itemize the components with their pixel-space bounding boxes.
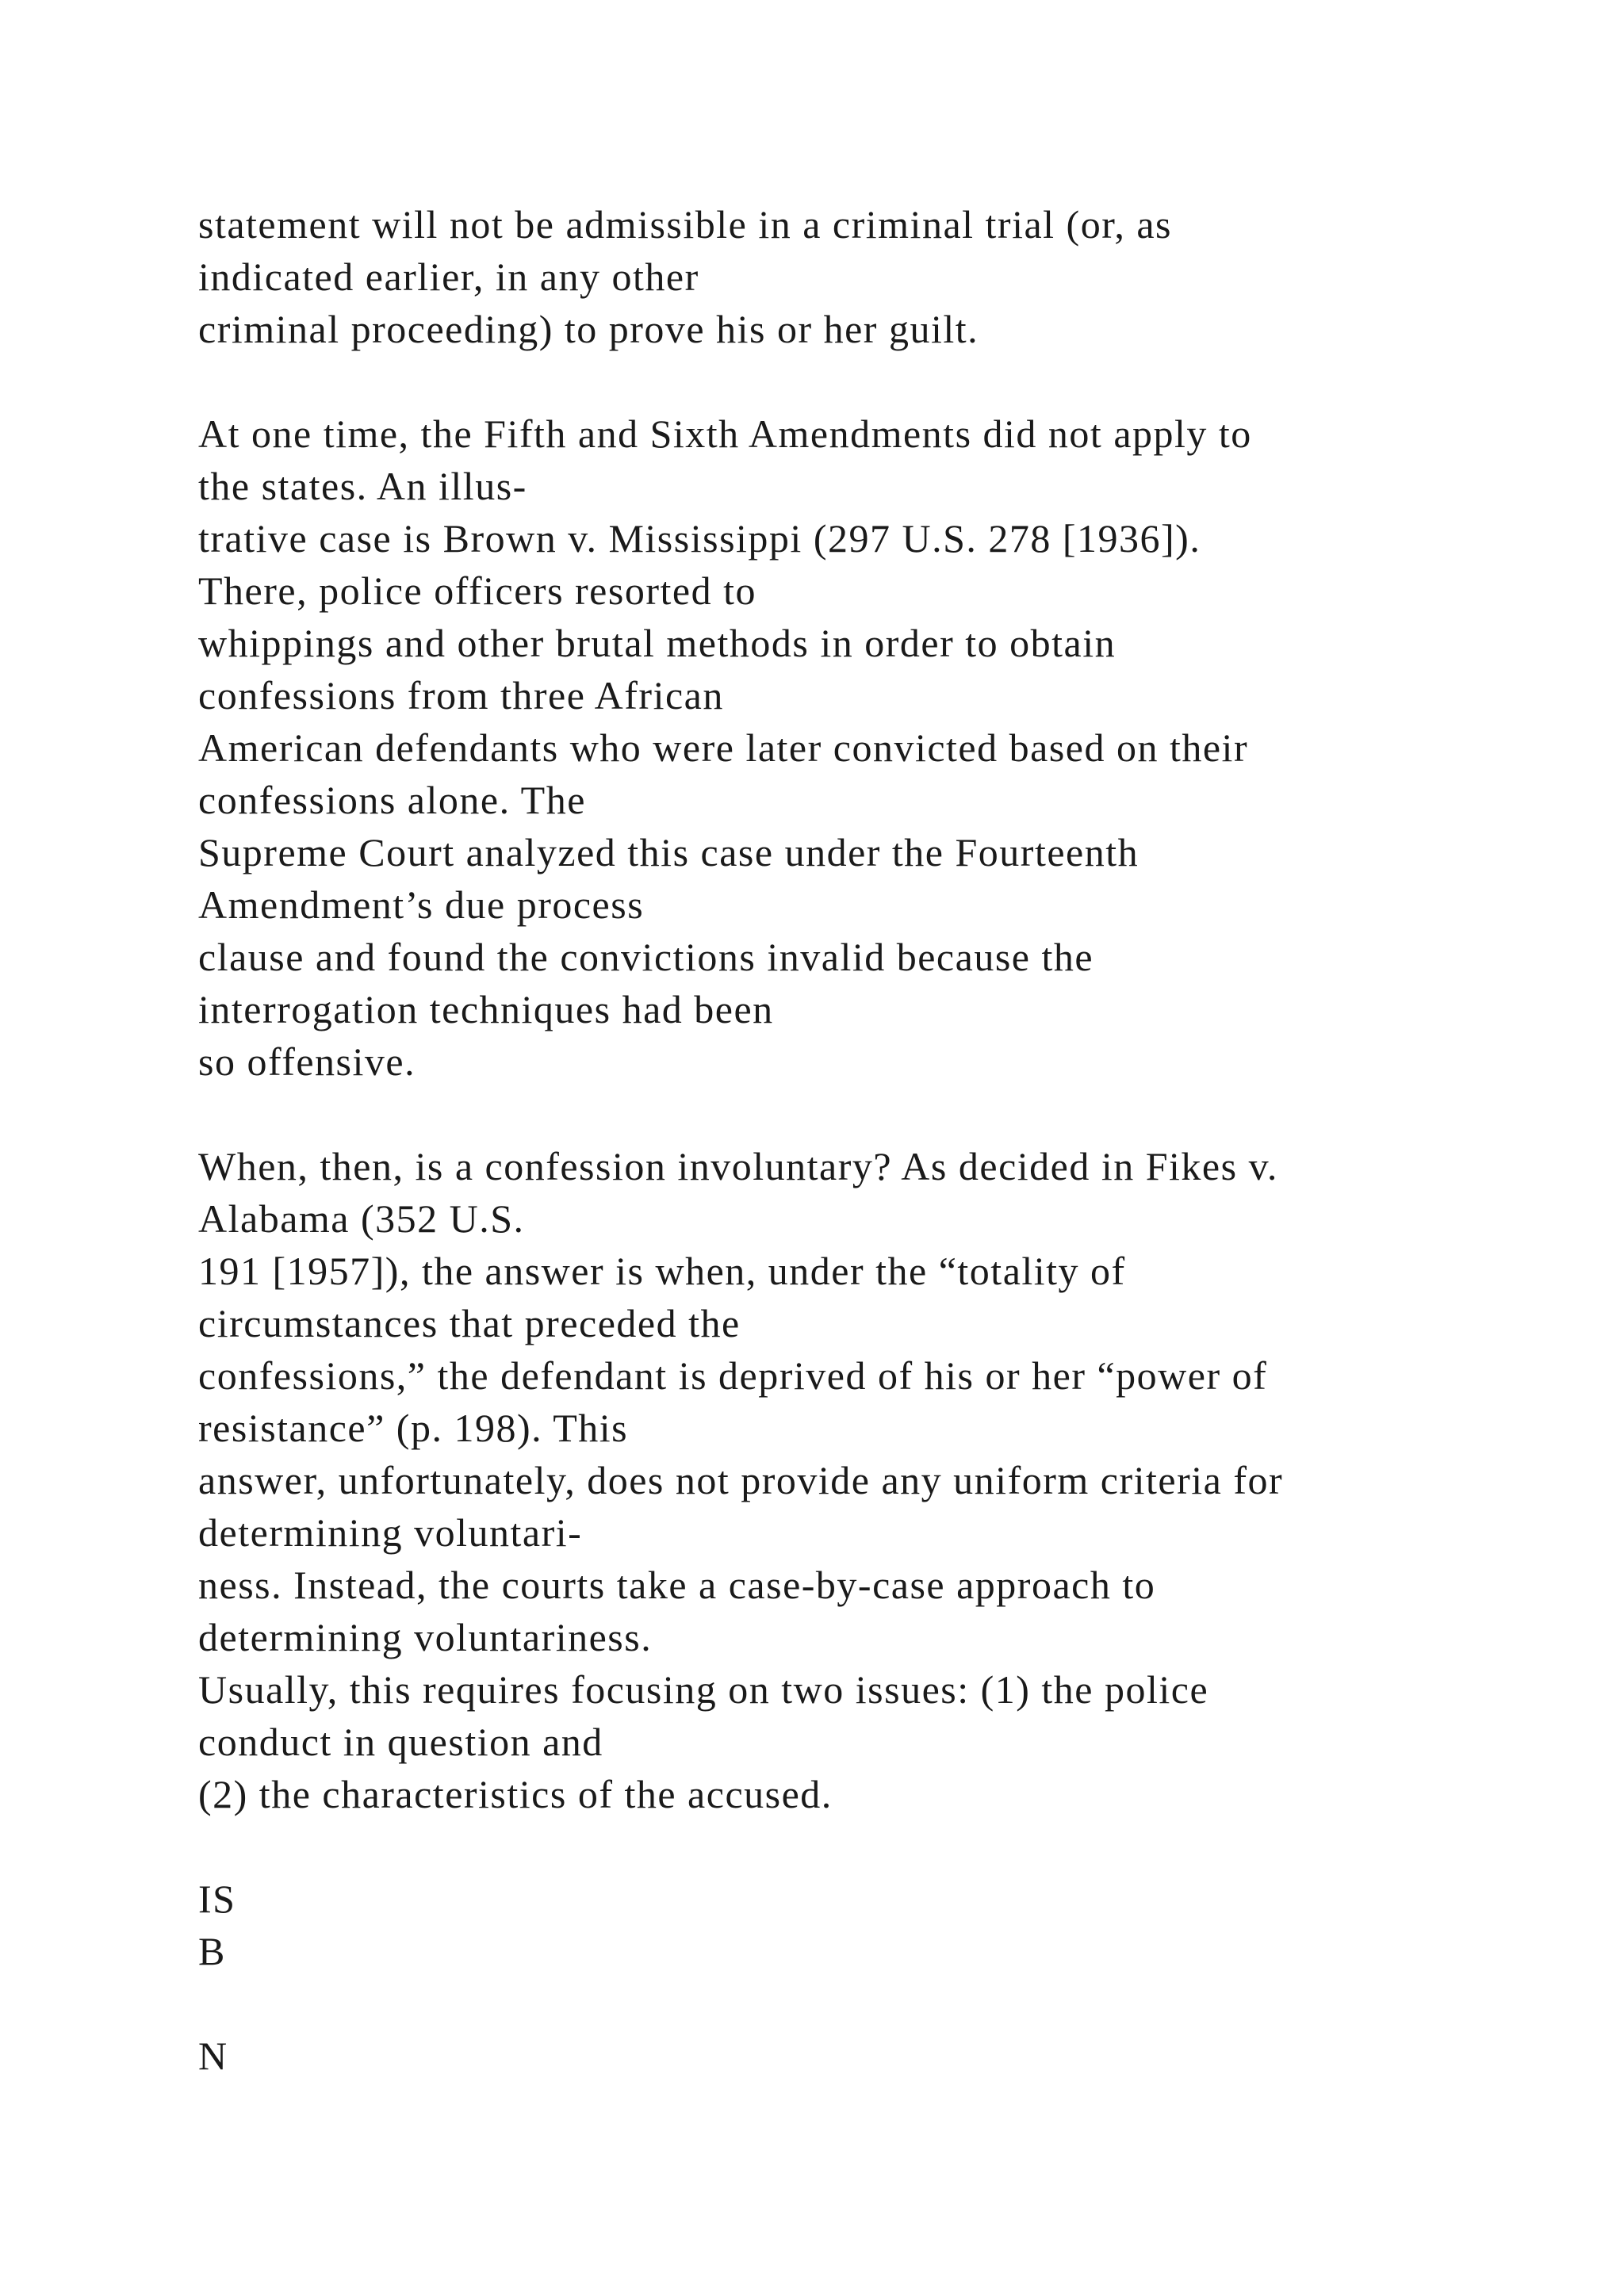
text-line: When, then, is a confession involuntary? As decided in Fikes v.: [198, 1144, 1278, 1188]
text-line: so offensive.: [198, 1039, 416, 1084]
text-line: determining voluntari-: [198, 1510, 583, 1555]
paragraph-1: [198, 198, 1515, 355]
text-line: interrogation techniques had been: [198, 987, 774, 1031]
text-line: confessions alone. The: [198, 778, 586, 822]
text-line: the states. An illus-: [198, 464, 527, 508]
text-line: 191 [1957]), the answer is when, under the “totality of: [198, 1249, 1126, 1293]
text-line: Usually, this requires focusing on two issues: (1) the police: [198, 1667, 1209, 1712]
body-text: [198, 198, 1515, 2082]
text-line: There, police officers resorted to: [198, 568, 756, 613]
paragraph-5: [198, 2030, 1515, 2082]
paragraph-3: [198, 1140, 1515, 1820]
paragraph-gap: [198, 355, 1515, 408]
text-line: statement will not be admissible in a criminal trial (or, as: [198, 202, 1172, 247]
paragraph-gap: [198, 1977, 1515, 2030]
text-line: whippings and other brutal methods in order to obtain: [198, 621, 1116, 665]
text-line: answer, unfortunately, does not provide any uniform criteria for: [198, 1458, 1284, 1502]
text-line: IS: [198, 1877, 236, 1921]
text-line: trative case is Brown v. Mississippi (297 U.S. 278 [1936]).: [198, 516, 1201, 561]
text-line: circumstances that preceded the: [198, 1301, 741, 1345]
text-line: B: [198, 1929, 226, 1973]
text-line: (2) the characteristics of the accused.: [198, 1772, 833, 1816]
text-line: criminal proceeding) to prove his or her guilt.: [198, 307, 979, 351]
paragraph-4: [198, 1873, 1515, 1977]
text-line: American defendants who were later convicted based on their: [198, 725, 1249, 770]
text-line: Alabama (352 U.S.: [198, 1196, 525, 1241]
text-line: ness. Instead, the courts take a case-by-case approach to: [198, 1563, 1156, 1607]
paragraph-gap: [198, 1820, 1515, 1873]
paragraph-2: [198, 408, 1515, 1088]
text-line: confessions from three African: [198, 673, 724, 718]
text-line: clause and found the convictions invalid because the: [198, 935, 1094, 979]
text-line: Amendment’s due process: [198, 882, 645, 927]
text-line: determining voluntariness.: [198, 1615, 653, 1659]
text-line: confessions,” the defendant is deprived of his or her “power of: [198, 1353, 1268, 1398]
text-line: Supreme Court analyzed this case under the Fourteenth: [198, 830, 1139, 874]
text-line: At one time, the Fifth and Sixth Amendments did not apply to: [198, 411, 1252, 456]
text-line: conduct in question and: [198, 1720, 603, 1764]
text-line: indicated earlier, in any other: [198, 254, 699, 299]
text-line: resistance” (p. 198). This: [198, 1406, 629, 1450]
paragraph-gap: [198, 1088, 1515, 1140]
text-line: N: [198, 2034, 228, 2078]
